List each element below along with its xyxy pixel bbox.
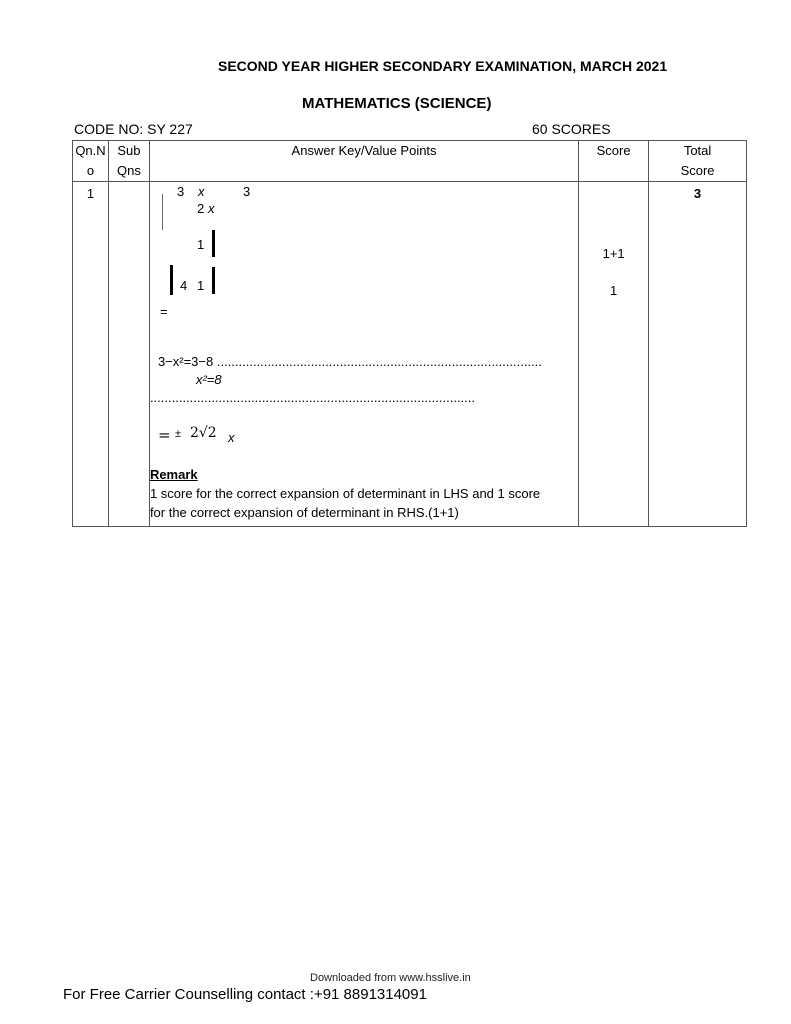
score-value: 1+1 <box>602 246 625 261</box>
table-row <box>73 182 747 527</box>
remark-text-line2: for the correct expansion of determinant in RHS.(1+1) <box>149 505 459 520</box>
result-equals: = <box>157 426 171 444</box>
sub-question <box>108 182 149 527</box>
det-row4-a: 4 <box>179 278 188 293</box>
total-score-cell <box>649 182 747 527</box>
step-2: x²=8 <box>195 372 222 387</box>
question-number: 1 <box>73 182 109 527</box>
det-row2-x: x <box>207 201 215 216</box>
result-plus-minus: ± <box>174 428 181 440</box>
result-value: 2√2 <box>189 425 217 441</box>
det-row1-a: 3 <box>176 184 185 199</box>
subject-title: MATHEMATICS (SCIENCE) <box>302 95 492 112</box>
det-row2: 2 <box>196 201 205 216</box>
table-header-row <box>73 141 747 182</box>
header-qno: Qn.N o <box>73 141 109 182</box>
downloaded-from: Downloaded from www.hsslive.in <box>310 972 471 984</box>
score-value: 1 <box>610 283 618 298</box>
remark-label: Remark <box>149 467 198 482</box>
max-score: 60 SCORES <box>532 121 611 137</box>
header-answer-key: Answer Key/Value Points <box>149 141 578 182</box>
counselling-contact: For Free Carrier Counselling contact :+91 8891314091 <box>63 986 427 1003</box>
step-1: 3−x²=3−8 .......................................................................................... <box>157 354 542 369</box>
header-sub-qns: Sub Qns <box>108 141 149 182</box>
total-score-value: 3 <box>693 186 702 201</box>
det-bar <box>170 265 173 295</box>
score-cell <box>579 182 649 527</box>
code-number: CODE NO: SY 227 <box>74 121 193 137</box>
det-bar <box>212 267 215 294</box>
exam-title: SECOND YEAR HIGHER SECONDARY EXAMINATION, MARCH 2021 <box>218 58 668 74</box>
header-score: Score <box>579 141 649 182</box>
det-row1-x: x <box>197 184 205 199</box>
answer-key-table <box>72 140 747 527</box>
det-row4-b: 1 <box>196 278 205 293</box>
answer-cell <box>149 182 578 527</box>
step-3: .......................................................................................... <box>149 390 476 405</box>
det-equals: = <box>159 304 168 319</box>
result-x: x <box>227 430 235 445</box>
det-bar <box>212 230 215 257</box>
det-row1-b: 3 <box>242 184 251 199</box>
header-total-score: Total Score <box>649 141 747 182</box>
det-row3: 1 <box>196 237 205 252</box>
remark-text-line1: 1 score for the correct expansion of determinant in LHS and 1 score <box>149 486 541 501</box>
